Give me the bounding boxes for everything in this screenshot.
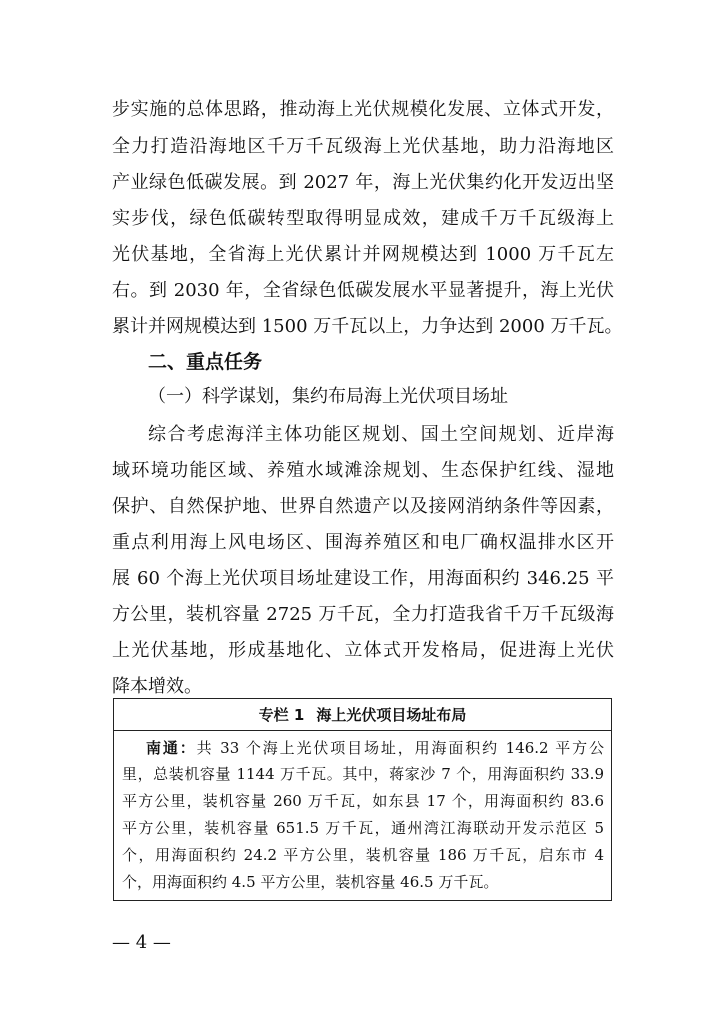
paragraph1-line: 光伏基地，全省海上光伏累计并网规模达到 1000 万千瓦左 <box>112 244 614 265</box>
column-box-line: 平方公里，装机容量 260 万千瓦，如东县 17 个，用海面积约 83.6 <box>122 792 604 810</box>
column-box-line1-rest: 共 33 个海上光伏项目场址，用海面积约 146.2 平方公 <box>196 739 604 757</box>
paragraph2-line: 综合考虑海洋主体功能区规划、国土空间规划、近岸海 <box>148 424 614 445</box>
column-box-line <box>146 737 604 758</box>
paragraph1-line: 累计并网规模达到 1500 万千瓦以上，力争达到 2000 万千瓦。 <box>112 316 623 337</box>
paragraph2-line: 上光伏基地，形成基地化、立体式开发格局，促进海上光伏 <box>112 640 614 661</box>
paragraph2-line: 保护、自然保护地、世界自然遗产以及接网消纳条件等因素， <box>112 496 614 517</box>
column-box-line: 里，总装机容量 1144 万千瓦。其中，蒋家沙 7 个，用海面积约 33.9 <box>122 765 604 783</box>
section-heading: 二、重点任务 <box>148 351 263 373</box>
column-box-lead: 南通： <box>146 739 197 757</box>
paragraph1-line: 产业绿色低碳发展。到 2027 年，海上光伏集约化开发迈出坚 <box>112 172 614 193</box>
paragraph1-line: 实步伐，绿色低碳转型取得明显成效，建成千万千瓦级海上 <box>112 208 614 229</box>
paragraph2-line: 降本增效。 <box>112 676 202 697</box>
column-box-line: 平方公里，装机容量 651.5 万千瓦，通州湾江海联动开发示范区 5 <box>122 819 604 837</box>
column-box-title-prefix: 专栏 1 <box>258 706 305 724</box>
column-box-line: 个，用海面积约 24.2 平方公里，装机容量 186 万千瓦，启东市 4 <box>122 846 604 864</box>
paragraph1-line: 步实施的总体思路，推动海上光伏规模化发展、立体式开发， <box>112 99 614 120</box>
paragraph1-line: 右。到 2030 年，全省绿色低碳发展水平显著提升，海上光伏 <box>112 280 614 301</box>
sub-heading: （一）科学谋划，集约布局海上光伏项目场址 <box>148 386 508 407</box>
paragraph2-line: 重点利用海上风电场区、围海养殖区和电厂确权温排水区开 <box>112 532 614 553</box>
paragraph2-line: 域环境功能区域、养殖水域滩涂规划、生态保护红线、湿地 <box>112 460 614 481</box>
paragraph1-line: 全力打造沿海地区千万千瓦级海上光伏基地，助力沿海地区 <box>112 136 614 157</box>
column-box-line: 个，用海面积约 4.5 平方公里，装机容量 46.5 万千瓦。 <box>122 873 499 891</box>
paragraph2-line: 展 60 个海上光伏项目场址建设工作，用海面积约 346.25 平 <box>112 568 614 589</box>
page-number: — 4 — <box>112 932 171 953</box>
column-box <box>113 698 612 901</box>
paragraph2-line: 方公里，装机容量 2725 万千瓦，全力打造我省千万千瓦级海 <box>112 604 614 625</box>
column-box-title <box>114 699 611 731</box>
column-box-title-text: 海上光伏项目场址布局 <box>316 706 467 724</box>
